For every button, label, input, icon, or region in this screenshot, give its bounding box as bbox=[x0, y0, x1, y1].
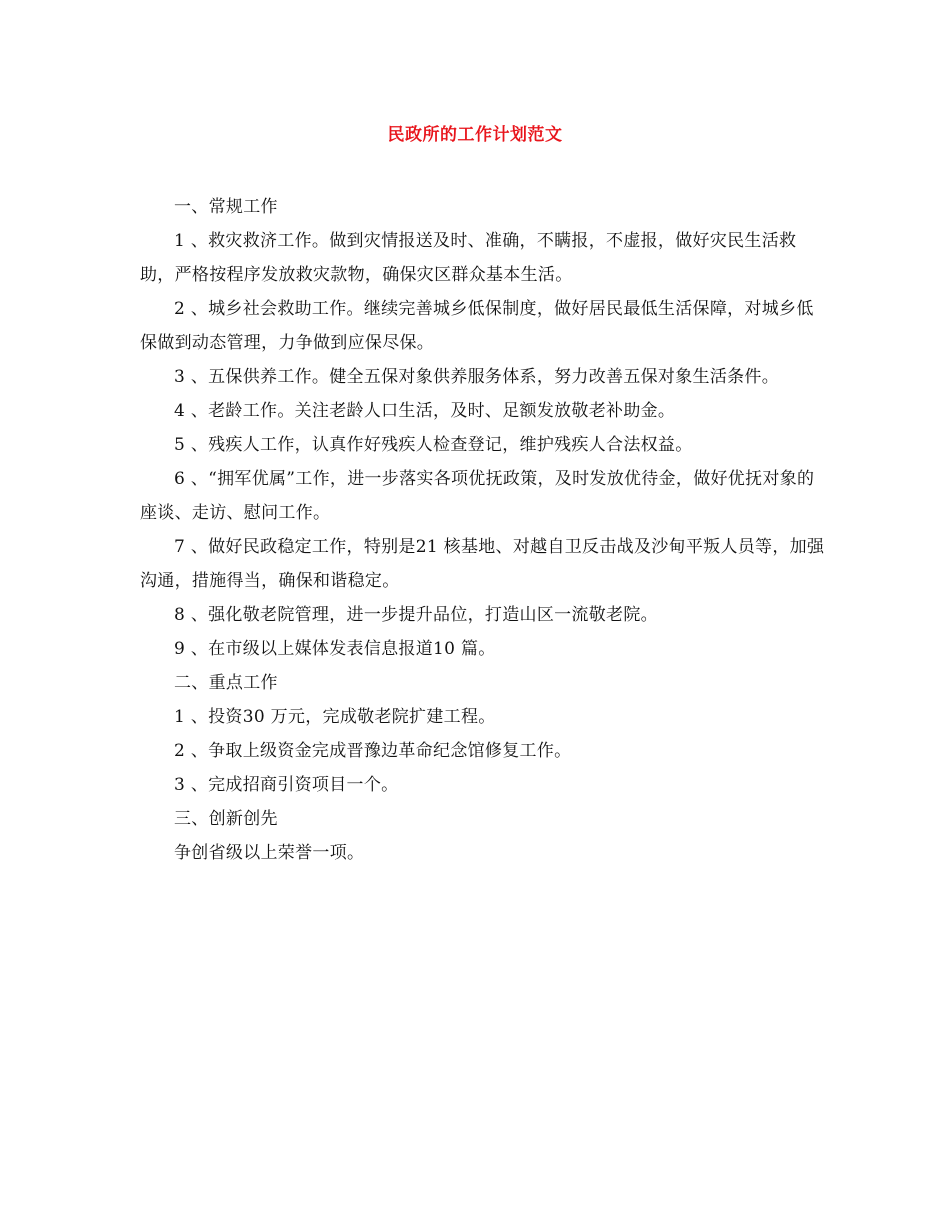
section-heading-key-work: 二、重点工作 bbox=[174, 673, 278, 693]
paragraph-investment-project: 3 、完成招商引资项目一个。 bbox=[174, 775, 399, 795]
paragraph-social-assistance: 2 、城乡社会救助工作。继续完善城乡低保制度，做好居民最低生活保障，对城乡低保做到动态管理，力争做到应保尽保。 bbox=[140, 299, 814, 353]
paragraph-disabled-work: 5 、残疾人工作，认真作好残疾人检查登记，维护残疾人合法权益。 bbox=[174, 435, 693, 455]
paragraph-investment: 1 、投资30 万元，完成敬老院扩建工程。 bbox=[174, 707, 496, 727]
paragraph-military-support: 6 、“拥军优属”工作，进一步落实各项优抚政策，及时发放优待金，做好优抚对象的座谈、走访、慰问工作。 bbox=[140, 469, 815, 523]
paragraph-disaster-relief: 1 、救灾救济工作。做到灾情报送及时、准确，不瞒报，不虚报，做好灾民生活救助，严格按程序发放救灾款物，确保灾区群众基本生活。 bbox=[140, 231, 797, 285]
section-heading-routine: 一、常规工作 bbox=[174, 197, 278, 217]
document-body bbox=[140, 190, 830, 870]
section-heading-innovation: 三、创新创先 bbox=[174, 809, 278, 829]
paragraph-five-guarantees: 3 、五保供养工作。健全五保对象供养服务体系，努力改善五保对象生活条件。 bbox=[174, 367, 780, 387]
paragraph-elderly-work: 4 、老龄工作。关注老龄人口生活，及时、足额发放敬老补助金。 bbox=[174, 401, 676, 421]
paragraph-stability: 7 、做好民政稳定工作，特别是21 核基地、对越自卫反击战及沙甸平叛人员等，加强沟通，措施得当，确保和谐稳定。 bbox=[140, 537, 825, 591]
document-title: 民政所的工作计划范文 bbox=[387, 125, 563, 145]
paragraph-nursing-home: 8 、强化敬老院管理，进一步提升品位，打造山区一流敬老院。 bbox=[174, 605, 658, 625]
paragraph-memorial-repair: 2 、争取上级资金完成晋豫边革命纪念馆修复工作。 bbox=[174, 741, 572, 761]
paragraph-honor: 争创省级以上荣誉一项。 bbox=[174, 843, 365, 863]
paragraph-media-reports: 9 、在市级以上媒体发表信息报道10 篇。 bbox=[174, 639, 496, 659]
